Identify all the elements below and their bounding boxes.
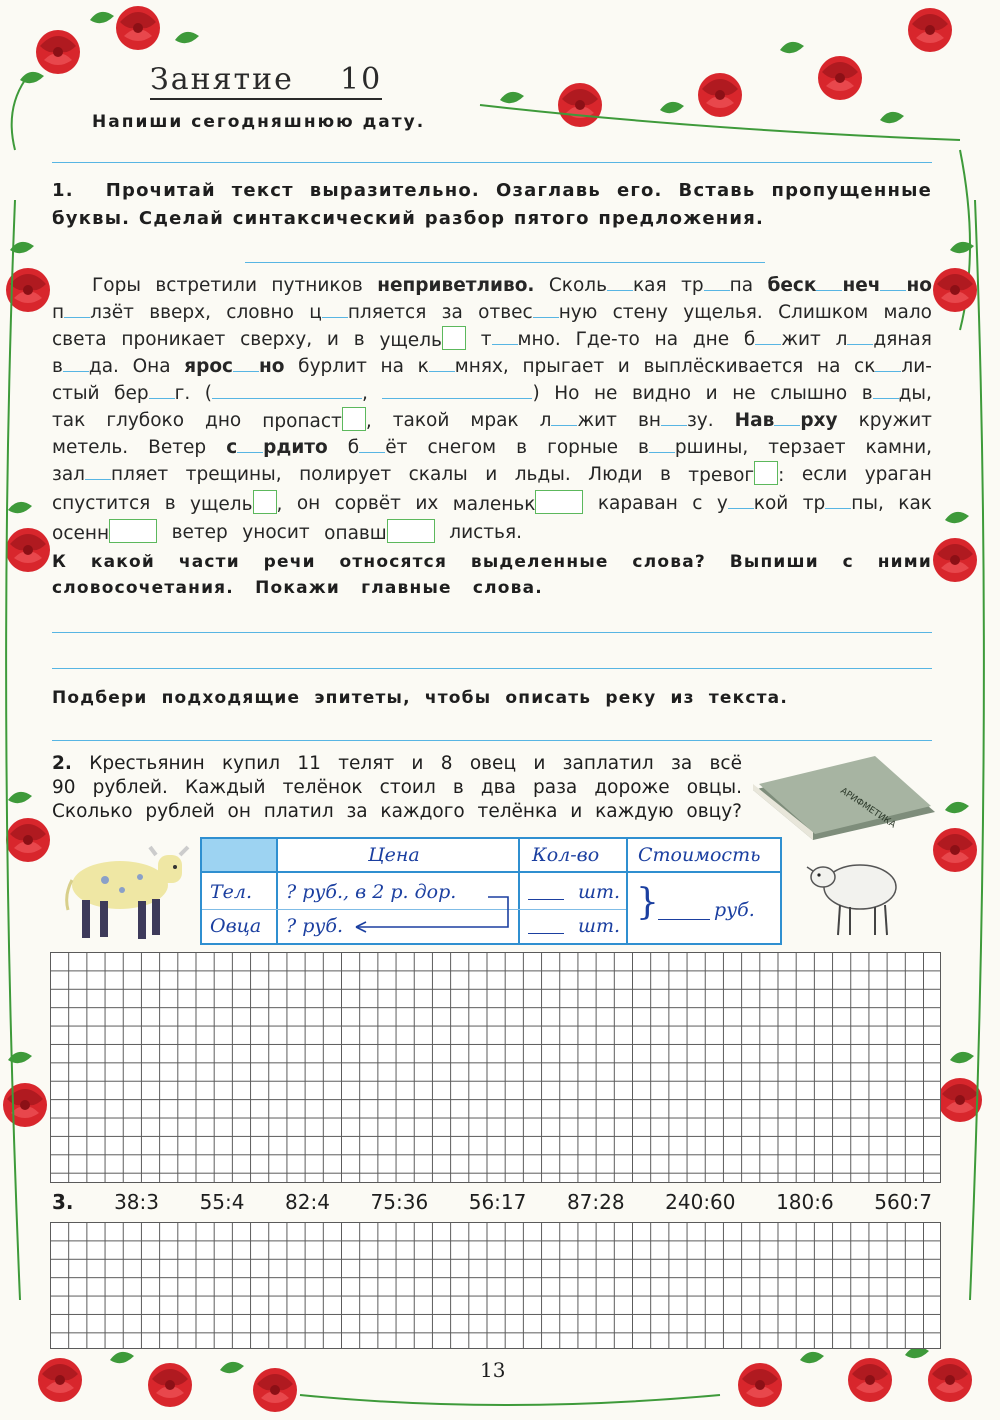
row-calf-qty: шт. (578, 881, 621, 903)
task2-grid[interactable] (50, 952, 941, 1183)
answer-line-1[interactable] (52, 632, 932, 633)
comparison-arrow (348, 893, 518, 933)
example-6: 87:28 (566, 1190, 625, 1214)
example-8: 180:6 (776, 1190, 834, 1214)
table-corner-cell (202, 839, 276, 871)
title-writing-line[interactable] (245, 262, 765, 263)
row-sheep-qty: шт. (578, 915, 621, 937)
epithets-instruction: Подбери подходящие эпитеты, чтобы описать реку из текста. (52, 688, 788, 708)
problem-table (200, 837, 782, 945)
date-writing-line[interactable] (52, 162, 932, 163)
page-number: 13 (480, 1358, 506, 1382)
row-sheep-price: ? руб. (286, 915, 344, 937)
task1-instruction-line1: 1. Прочитай текст выразительно. Озаглавь его. Вставь пропущенные (52, 180, 932, 201)
cost-unit: руб. (714, 899, 755, 921)
task3-number: 3. (52, 1190, 74, 1214)
example-5: 56:17 (468, 1190, 527, 1214)
example-9: 560:7 (874, 1190, 932, 1214)
example-2: 55:4 (199, 1190, 245, 1214)
lesson-title: Занятие 10 (150, 62, 382, 100)
task1-question-line2: словосочетания. Покажи главные слова. (52, 578, 543, 598)
sheep-illustration (805, 855, 905, 940)
header-cost: Стоимость (638, 844, 761, 866)
example-3: 82:4 (285, 1190, 330, 1214)
row-sheep-label: Овца (210, 915, 262, 937)
task3-grid[interactable] (50, 1222, 941, 1349)
answer-line-3[interactable] (52, 740, 932, 741)
date-instruction: Напиши сегодняшнюю дату. (92, 112, 426, 132)
example-4: 75:36 (370, 1190, 429, 1214)
row-calf-price: ? руб., в 2 р. дор. (286, 881, 457, 903)
header-price: Цена (368, 844, 420, 866)
arithmetic-book-illustration (745, 752, 940, 842)
calf-illustration (60, 835, 195, 945)
example-7: 240:60 (665, 1190, 736, 1214)
book-title: АРИФМЕТИКА (838, 786, 898, 831)
task1-question-line1: К какой части речи относятся выделенные слова? Выпиши с ними (52, 552, 932, 572)
header-quantity: Кол-во (532, 844, 600, 866)
task3-examples (52, 1190, 932, 1214)
row-calf-label: Тел. (210, 881, 253, 903)
answer-line-2[interactable] (52, 668, 932, 669)
task1-instruction-line2: буквы. Сделай синтаксический разбор пятого предложения. (52, 208, 764, 229)
brace: } (636, 882, 659, 923)
example-1: 38:3 (114, 1190, 159, 1214)
task2-problem: 2. Крестьянин купил 11 телят и 8 овец и заплатил за всё 90 рублей. Каждый телёнок стоил в два раза дороже овцы. Сколько рублей он платил за каждого телёнка и каждую овцу? (52, 753, 742, 822)
